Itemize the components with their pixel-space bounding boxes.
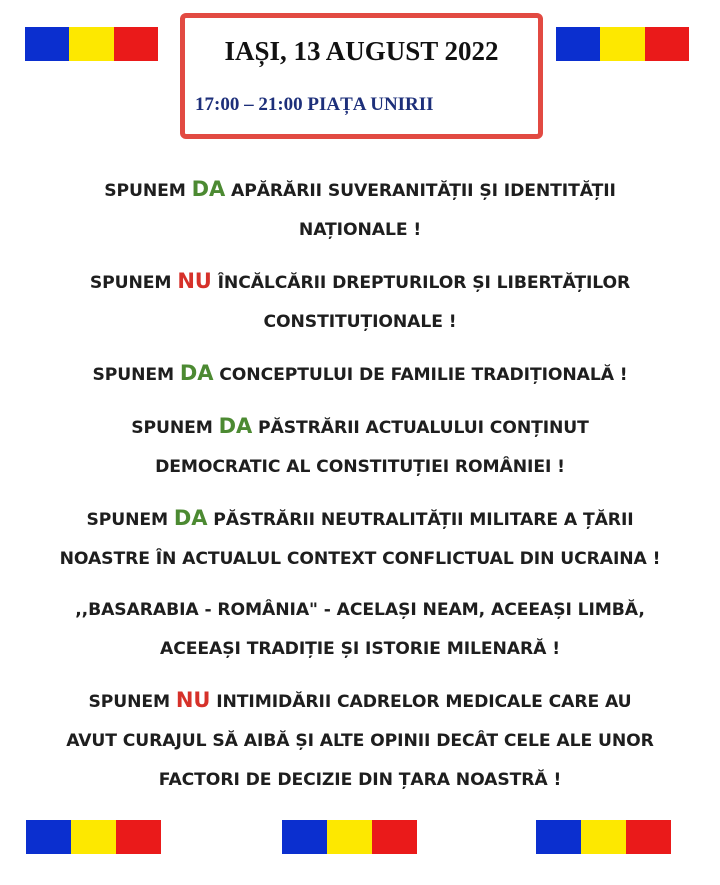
statement-line <box>0 211 720 250</box>
statement-text: DEMOCRATIC AL CONSTITUȚIEI ROMÂNIEI ! <box>155 457 565 477</box>
statement-line <box>0 630 720 669</box>
flag-red-stripe <box>372 820 417 854</box>
statement-2 <box>0 262 720 342</box>
statement-3 <box>0 354 720 395</box>
flag-blue-stripe <box>282 820 327 854</box>
flag-yellow-stripe <box>581 820 626 854</box>
statement-keyword-yes: DA <box>218 414 253 438</box>
statement-text: APĂRĂRII SUVERANITĂȚII ȘI IDENTITĂȚII <box>225 181 616 201</box>
statement-prefix: SPUNEM <box>89 273 178 293</box>
statement-1 <box>0 170 720 250</box>
statement-4 <box>0 407 720 487</box>
statement-line <box>0 591 720 630</box>
statement-line <box>0 170 720 211</box>
statement-keyword-no: NU <box>177 269 212 293</box>
flag-red-stripe <box>114 27 158 61</box>
romanian-flag-bottom-right <box>536 820 671 854</box>
statement-line <box>0 681 720 722</box>
statement-5 <box>0 499 720 579</box>
statement-text: ACEEAȘI TRADIȚIE ȘI ISTORIE MILENARĂ ! <box>160 639 560 659</box>
statement-prefix: SPUNEM <box>131 418 219 438</box>
event-time-place: 17:00 – 21:00 PIAȚA UNIRII <box>195 94 434 115</box>
statement-line <box>0 722 720 761</box>
statement-line <box>0 354 720 395</box>
statement-text: CONSTITUȚIONALE ! <box>263 312 457 332</box>
statement-text: PĂSTRĂRII NEUTRALITĂȚII MILITARE A ȚĂRII <box>207 510 634 530</box>
event-header-box <box>180 13 543 139</box>
romanian-flag-top-right <box>556 27 689 61</box>
statement-text: FACTORI DE DECIZIE DIN ȚARA NOASTRĂ ! <box>158 770 562 790</box>
statement-7 <box>0 681 720 800</box>
statement-prefix: SPUNEM <box>88 692 176 712</box>
statements-list <box>0 170 720 812</box>
statement-line <box>0 540 720 579</box>
romanian-flag-top-left <box>25 27 158 61</box>
statement-text: ,,BASARABIA - ROMÂNIA" - ACELAȘI NEAM, ACEEAȘI LIMBĂ, <box>75 600 645 620</box>
statement-text: CONCEPTULUI DE FAMILIE TRADIȚIONALĂ ! <box>213 365 628 385</box>
flag-blue-stripe <box>26 820 71 854</box>
flag-red-stripe <box>626 820 671 854</box>
flag-yellow-stripe <box>69 27 113 61</box>
statement-line <box>0 761 720 800</box>
statement-line <box>0 448 720 487</box>
romanian-flag-bottom-center <box>282 820 417 854</box>
statement-text: INTIMIDĂRII CADRELOR MEDICALE CARE AU <box>210 692 632 712</box>
flag-yellow-stripe <box>327 820 372 854</box>
statement-line <box>0 262 720 303</box>
statement-text: PĂSTRĂRII ACTUALULUI CONȚINUT <box>252 418 589 438</box>
statement-text: NOASTRE ÎN ACTUALUL CONTEXT CONFLICTUAL DIN UCRAINA ! <box>59 549 661 569</box>
statement-line <box>0 499 720 540</box>
statement-keyword-yes: DA <box>173 506 208 530</box>
statement-line <box>0 303 720 342</box>
flag-yellow-stripe <box>71 820 116 854</box>
statement-text: AVUT CURAJUL SĂ AIBĂ ȘI ALTE OPINII DECÂT CELE ALE UNOR <box>66 731 654 751</box>
romanian-flag-bottom-left <box>26 820 161 854</box>
flag-blue-stripe <box>556 27 600 61</box>
statement-keyword-yes: DA <box>179 361 214 385</box>
statement-line <box>0 407 720 448</box>
statement-text: ÎNCĂLCĂRII DREPTURILOR ȘI LIBERTĂȚILOR <box>211 273 631 293</box>
flag-yellow-stripe <box>600 27 644 61</box>
statement-keyword-no: NU <box>175 688 211 712</box>
statement-6 <box>0 591 720 669</box>
event-date-title: IAȘI, 13 AUGUST 2022 <box>224 36 499 66</box>
flag-red-stripe <box>645 27 689 61</box>
flag-blue-stripe <box>536 820 581 854</box>
statement-text: NAȚIONALE ! <box>298 220 422 240</box>
flag-blue-stripe <box>25 27 69 61</box>
flag-red-stripe <box>116 820 161 854</box>
statement-prefix: SPUNEM <box>104 181 192 201</box>
statement-prefix: SPUNEM <box>92 365 180 385</box>
statement-keyword-yes: DA <box>191 177 226 201</box>
statement-prefix: SPUNEM <box>86 510 174 530</box>
